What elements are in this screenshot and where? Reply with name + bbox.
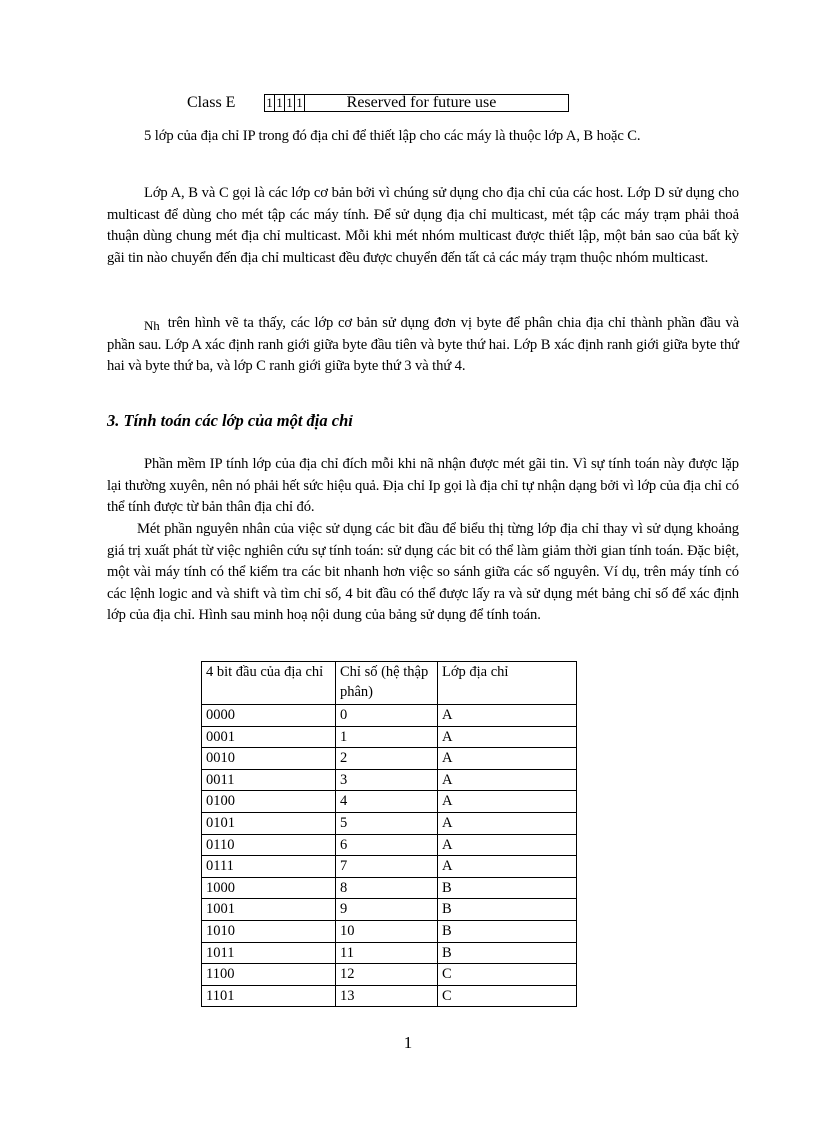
table-body xyxy=(202,705,577,1007)
table-cell: 10 xyxy=(336,920,438,942)
table-row xyxy=(202,899,577,921)
class-e-bit: 1 xyxy=(265,95,275,111)
table-cell: A xyxy=(438,834,577,856)
table-cell: A xyxy=(438,705,577,727)
table-cell: 7 xyxy=(336,856,438,878)
table-row xyxy=(202,942,577,964)
table-cell: 2 xyxy=(336,748,438,770)
table-cell: 0000 xyxy=(202,705,336,727)
table-row xyxy=(202,964,577,986)
table-row xyxy=(202,920,577,942)
table-row xyxy=(202,705,577,727)
table-row xyxy=(202,791,577,813)
table-cell: B xyxy=(438,920,577,942)
table-cell: A xyxy=(438,812,577,834)
table-cell: 1100 xyxy=(202,964,336,986)
table-cell: 1101 xyxy=(202,985,336,1007)
table-cell: 0011 xyxy=(202,769,336,791)
table-cell: 3 xyxy=(336,769,438,791)
table-cell: B xyxy=(438,942,577,964)
table-row xyxy=(202,812,577,834)
table-row xyxy=(202,834,577,856)
table-cell: 9 xyxy=(336,899,438,921)
class-e-bit: 1 xyxy=(295,95,305,111)
table-row xyxy=(202,726,577,748)
table-header-cell: Lớp địa chỉ xyxy=(438,662,577,705)
paragraph-byte-boundaries xyxy=(107,312,739,378)
table-row xyxy=(202,856,577,878)
class-lookup-table xyxy=(201,661,577,1007)
table-cell: A xyxy=(438,726,577,748)
table-cell: A xyxy=(438,769,577,791)
table-cell: 4 xyxy=(336,791,438,813)
class-e-bit: 1 xyxy=(285,95,295,111)
table-cell: 0100 xyxy=(202,791,336,813)
paragraph-five-classes: 5 lớp của địa chỉ IP trong đó địa chỉ để thiết lập cho các máy là thuộc lớp A, B hoặc C. xyxy=(144,128,641,144)
paragraph-basic-classes: Lớp A, B và C gọi là các lớp cơ bản bởi vì chúng sử dụng cho địa chỉ của các host. Lớp D sử dụng cho multicast để dùng cho mét tập các máy tính. Để sử dụng địa chỉ multicast, mét tập các máy trạm phải thoả thuận dùng chung mét địa chỉ multicast. Mỗi khi mét nhóm multicast được thiết lập, một bản sao của bất kỳ gãi tin nào chuyển đến địa chỉ multicast đều được chuyển đến tất cả các máy trạm thuộc nhóm multicast. xyxy=(107,185,739,266)
table-row xyxy=(202,985,577,1007)
paragraph-lead-fragment: Nh xyxy=(144,318,160,333)
table-cell: B xyxy=(438,877,577,899)
class-e-label: Class E xyxy=(187,94,236,111)
table-cell: A xyxy=(438,856,577,878)
table-header-cell: 4 bit đầu của địa chỉ xyxy=(202,662,336,705)
table-cell: 12 xyxy=(336,964,438,986)
table-cell: 0 xyxy=(336,705,438,727)
class-e-bit-box xyxy=(264,94,569,112)
table-cell: 6 xyxy=(336,834,438,856)
table-cell: C xyxy=(438,964,577,986)
page-number: 1 xyxy=(403,1033,413,1052)
table-cell: 1001 xyxy=(202,899,336,921)
table-cell: 1010 xyxy=(202,920,336,942)
table-cell: 0001 xyxy=(202,726,336,748)
table-cell: 8 xyxy=(336,877,438,899)
table-cell: A xyxy=(438,791,577,813)
class-e-reserved-text: Reserved for future use xyxy=(346,94,497,111)
table-header-cell: Chỉ số (hệ thập phân) xyxy=(336,662,438,705)
paragraph-ip-software: Phần mềm IP tính lớp của địa chỉ đích mỗi khi nã nhận được mét gãi tin. Vì sự tính toán này được lặp lại thường xuyên, nên nó phải hết sức hiệu quả. Địa chỉ Ip gọi là địa chỉ tự nhận dạng bởi vì lớp của địa chỉ có thể tính được từ bản thân địa chỉ đó. xyxy=(107,456,739,515)
table-row xyxy=(202,748,577,770)
table-cell: 5 xyxy=(336,812,438,834)
table-row xyxy=(202,877,577,899)
table-cell: 0010 xyxy=(202,748,336,770)
table-header-row xyxy=(202,662,577,705)
class-e-row xyxy=(187,92,497,114)
table-cell: B xyxy=(438,899,577,921)
paragraph-byte-boundaries-text: trên hình vẽ ta thấy, các lớp cơ bản sử dụng đơn vị byte để phân chia địa chỉ thành phần đầu và phần sau. Lớp A xác định ranh giới giữa byte đầu tiên và byte thứ hai. Lớp B xác định ranh giới giữa byte thứ hai và byte thứ ba, và lớp C ranh giới giữa byte thứ 3 và thứ 4. xyxy=(107,315,739,374)
table-cell: A xyxy=(438,748,577,770)
class-e-bit: 1 xyxy=(275,95,285,111)
table-cell: 0101 xyxy=(202,812,336,834)
table-cell: 13 xyxy=(336,985,438,1007)
paragraph-bit-usage: Mét phần nguyên nhân của việc sử dụng các bit đầu để biểu thị từng lớp địa chỉ thay vì sử dụng khoảng giá trị xuất phát từ việc nghiên cứu sự tính toán: sử dụng các bit có thể làm giảm thời gian tính toán. Đặc biệt, một vài máy tính có thể kiểm tra các bit nhanh hơn việc so sánh giữa các số nguyên. Ví dụ, trên máy tính có các lệnh logic and và shift và tìm chỉ số, 4 bit đầu có thể được lấy ra và sử dụng mét bảng chỉ số để xác định lớp của địa chỉ. Hình sau minh hoạ nội dung của bảng sử dụng để tính toán. xyxy=(107,521,739,623)
table-cell: C xyxy=(438,985,577,1007)
section-heading: 3. Tính toán các lớp của một địa chỉ xyxy=(107,411,353,430)
table-cell: 11 xyxy=(336,942,438,964)
table-cell: 0110 xyxy=(202,834,336,856)
table-cell: 1000 xyxy=(202,877,336,899)
table-row xyxy=(202,769,577,791)
table-cell: 1011 xyxy=(202,942,336,964)
table-cell: 0111 xyxy=(202,856,336,878)
table-cell: 1 xyxy=(336,726,438,748)
